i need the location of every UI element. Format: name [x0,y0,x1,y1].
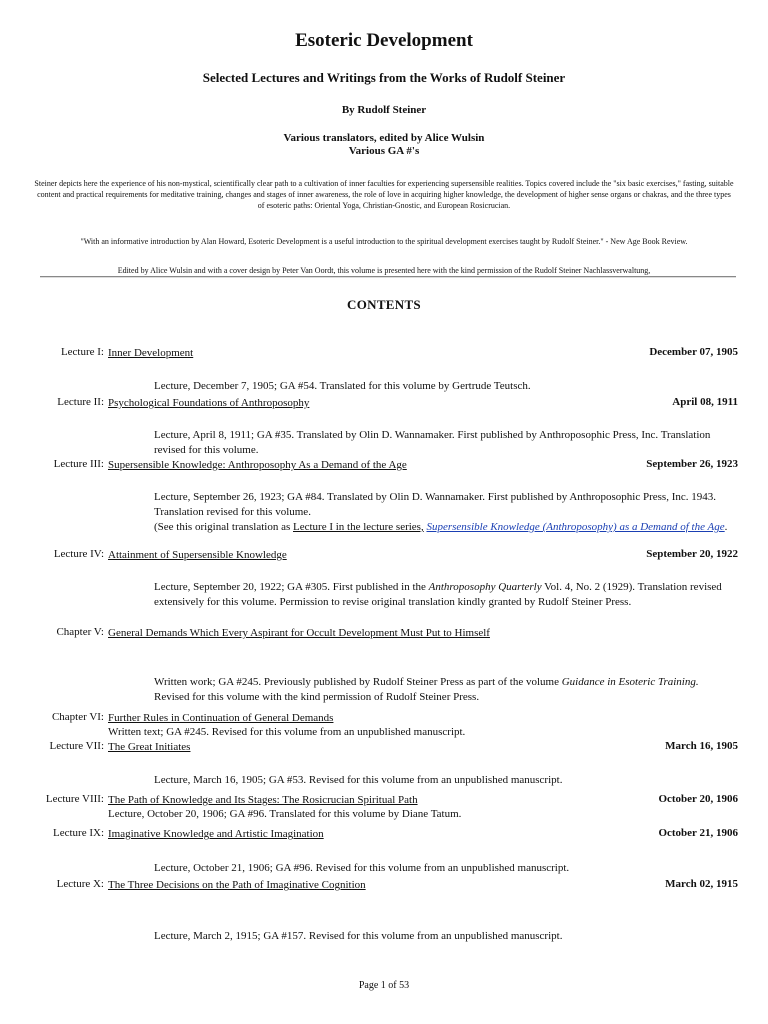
entry-note: Lecture, September 20, 1922; GA #305. First published in the Anthroposophy Quarterly Vol. 4, No. 2 (1929). Translation revised extensively for this volume. Permission to revise original translation kindly granted by Rudolf Steiner Press. [154,581,722,608]
edition-note: Edited by Alice Wulsin and with a cover design by Peter Van Oordt, this volume is presented here with the kind permission of the Rudolf Steiner Nachlassverwaltung, [117,266,651,275]
entry-date: September 20, 1922 [646,548,738,560]
lecture-series-link[interactable]: Lecture I in the lecture series, [293,521,424,533]
entry-label: Lecture III: [53,458,104,470]
entry-note: Lecture, March 16, 1905; GA #53. Revised for this volume from an unpublished manuscript. [154,774,563,786]
series-title-link[interactable]: Supersensible Knowledge (Anthroposophy) as a Demand of the Age [426,521,725,533]
author-line: By Rudolf Steiner [341,104,427,116]
entry-label: Lecture II: [57,396,104,408]
entry-date: October 20, 1906 [658,793,738,805]
entry-note: Lecture, October 21, 1906; GA #96. Revised for this volume from an unpublished manuscript. [154,862,570,874]
entry-note: Written work; GA #245. Previously published by Rudolf Steiner Press as part of the volume Guidance in Esoteric Training. Revised for this volume with the kind permission of Rudolf Steiner Press. [154,676,699,703]
entry-title-link[interactable]: Imaginative Knowledge and Artistic Imagination [108,828,324,840]
contents-heading: CONTENTS [347,297,421,312]
entry-note: Written text; GA #245. Revised for this volume from an unpublished manuscript. [108,726,466,738]
entry-note: Lecture, September 26, 1923; GA #84. Translated by Olin D. Wannamaker. First published by Anthroposophic Press, Inc. 1943. Translation revised for this volume. (See this original translation as Lecture I in the lecture series, Supersensible Knowledge (Anthroposophy) as a Demand of the Age. [154,491,728,533]
entry-label: Lecture VIII: [45,793,104,805]
entry-note-text: Lecture, September 26, 1923; GA #84. Translated by Olin D. Wannamaker. First published by Anthroposophic Press, Inc. 1943. Translation revised for this volume. [154,491,716,518]
entry-label: Chapter V: [56,626,104,638]
page-number: Page 1 of 53 [358,980,410,991]
document-title: Esoteric Development [295,30,473,51]
entry-title-link[interactable]: The Path of Knowledge and Its Stages: The Rosicrucian Spiritual Path [108,794,418,806]
entry-title-link[interactable]: General Demands Which Every Aspirant for Occult Development Must Put to Himself [108,627,490,639]
entry-label: Lecture I: [60,346,104,358]
entry-label: Lecture IX: [53,827,104,839]
entry-title-link[interactable]: Inner Development [108,347,194,359]
entry-title-link[interactable]: Attainment of Supersensible Knowledge [108,549,287,561]
document-subtitle: Selected Lectures and Writings from the Works of Rudolf Steiner [202,70,566,85]
editor-line: Various translators, edited by Alice Wulsin [283,132,485,144]
entry-date: October 21, 1906 [658,827,738,839]
entry-date: December 07, 1905 [649,346,738,358]
entry-date: March 16, 1905 [665,740,738,752]
entry-date: April 08, 1911 [672,396,738,408]
entry-date: March 02, 1915 [665,878,738,890]
entry-title-link[interactable]: The Three Decisions on the Path of Imaginative Cognition [108,879,366,891]
editor-block [0,132,768,158]
entry-title-link[interactable]: Supersensible Knowledge: Anthroposophy As a Demand of the Age [108,459,407,471]
entry-note: Lecture, April 8, 1911; GA #35. Translated by Olin D. Wannamaker. First published by Anthroposophic Press, Inc. Translation revised for this volume. [154,429,711,456]
entry-title-link[interactable]: The Great Initiates [108,741,191,753]
entry-note: Lecture, March 2, 1915; GA #157. Revised for this volume from an unpublished manuscript. [154,930,563,942]
entry-label: Lecture X: [56,878,104,890]
book-description: Steiner depicts here the experience of his non-mystical, scientifically clear path to a cultivation of inner faculties for experiencing supersensible realities. Topics covered include the "six basic exercises," fasting, suitable content and practical requirements for meditative training, changes and stages of inner awareness, the role of love in acquiring higher knowledge, the development of higher sense organs or chakras, and the three types of esoteric paths: Oriental Yoga, Christian-Gnostic, and European Rosicrucian. [34,179,734,210]
ga-line: Various GA #'s [348,145,420,157]
entry-label: Lecture IV: [53,548,104,560]
entry-note: Lecture, October 20, 1906; GA #96. Translated for this volume by Diane Tatum. [108,808,462,820]
entry-label: Chapter VI: [51,711,104,723]
entry-note: Lecture, December 7, 1905; GA #54. Translated for this volume by Gertrude Teutsch. [154,380,531,392]
divider [40,276,736,278]
entry-title-link[interactable]: Psychological Foundations of Anthroposophy [108,397,310,409]
entry-label: Lecture VII: [49,740,104,752]
entry-date: September 26, 1923 [646,458,738,470]
review-quote: "With an informative introduction by Alan Howard, Esoteric Development is a useful introduction to the spiritual development exercises taught by Rudolf Steiner." - New Age Book Review. [80,237,688,246]
see-prefix: (See this original translation as [154,521,293,533]
entry-title-link[interactable]: Further Rules in Continuation of General Demands [108,712,334,724]
